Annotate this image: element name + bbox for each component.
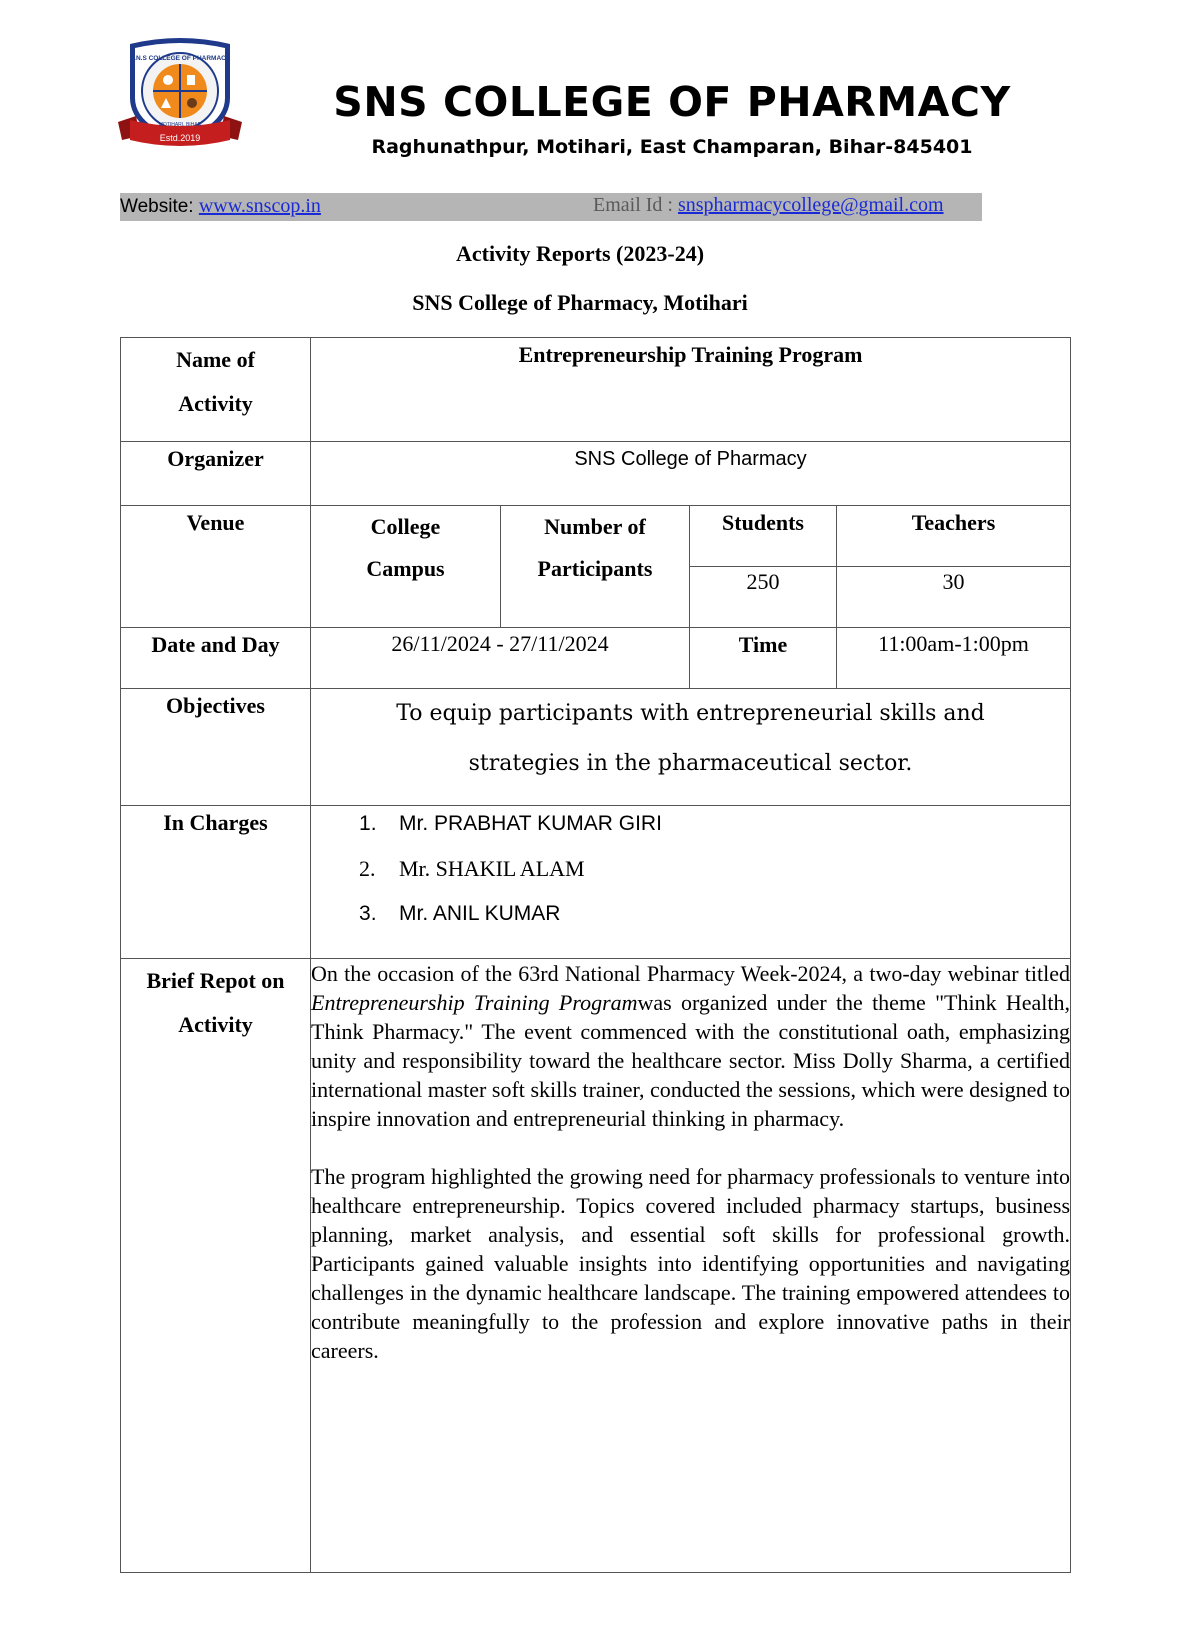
organizer-value: SNS College of Pharmacy — [311, 442, 1071, 506]
activity-label-1: Name of — [176, 347, 255, 372]
logo-ribbon-text: Estd.2019 — [159, 133, 201, 143]
activity-report-table — [120, 337, 1071, 1573]
time-label: Time — [690, 628, 837, 689]
brief-p1-part-a: On the occasion of the 63rd National Pharmacy Week-2024, a two-day webinar titled — [311, 961, 1071, 986]
row-venue — [121, 506, 1071, 567]
participants-label-cell — [501, 506, 690, 628]
teachers-label: Teachers — [837, 506, 1071, 567]
report-title: Activity Reports (2023-24) — [455, 241, 705, 266]
row-incharges — [121, 806, 1071, 959]
email-label: Email Id : — [593, 194, 678, 216]
brief-paragraph-1 — [311, 959, 1070, 1133]
students-value: 250 — [690, 567, 837, 628]
organizer-label: Organizer — [121, 442, 311, 506]
logo-arc-text: S.N.S COLLEGE OF PHARMACY — [129, 55, 231, 62]
college-address: Raghunathpur, Motihari, East Champaran, Bihar-845401 — [371, 136, 973, 158]
email-link[interactable]: snspharmacycollege@gmail.com — [677, 194, 944, 216]
logo-bottom-text: MOTIHARI, BIHAR — [158, 122, 202, 128]
email-line — [593, 194, 944, 217]
objectives-line-2: strategies in the pharmaceutical sector. — [468, 751, 913, 776]
row-brief-report — [121, 959, 1071, 1573]
college-logo — [116, 36, 244, 156]
brief-report-text — [311, 959, 1071, 1573]
incharge-item: Mr. SHAKIL ALAM — [399, 856, 585, 881]
row-organizer — [121, 442, 1071, 506]
objectives-value — [311, 689, 1071, 806]
brief-label-2: Activity — [178, 1012, 253, 1037]
incharges-label: In Charges — [121, 806, 311, 959]
teachers-value: 30 — [837, 567, 1071, 628]
activity-label-cell — [121, 338, 311, 442]
website-link[interactable]: www.snscop.in — [198, 195, 321, 217]
participants-label-1: Number of — [544, 514, 646, 539]
date-value: 26/11/2024 - 27/11/2024 — [311, 628, 690, 689]
brief-label-1: Brief Repot on — [146, 968, 285, 993]
brief-p1-part-b: was organized under the theme "Think Health, Think Pharmacy." The event commenced with the constitutional oath, emphasizing unity and responsibility toward the healthcare sector. Miss Dolly Sharma, a certified international master soft skills trainer, conducted the sessions, which were designed to inspire innovation and entrepreneurial thinking in pharmacy. — [311, 990, 1071, 1131]
venue-value-cell — [311, 506, 501, 628]
students-label: Students — [690, 506, 837, 567]
venue-value-2: Campus — [366, 556, 445, 581]
incharge-item: Mr. PRABHAT KUMAR GIRI — [399, 812, 662, 835]
incharges-list — [311, 806, 1070, 941]
college-name: SNS COLLEGE OF PHARMACY — [333, 78, 1011, 126]
participants-label-2: Participants — [537, 556, 653, 581]
contact-bar — [120, 193, 982, 221]
objectives-label: Objectives — [121, 689, 311, 806]
incharge-item: Mr. ANIL KUMAR — [399, 902, 561, 925]
activity-name-value: Entrepreneurship Training Program — [311, 338, 1071, 442]
report-subtitle: SNS College of Pharmacy, Motihari — [412, 290, 748, 315]
row-activity-name — [121, 338, 1071, 442]
website-line — [120, 195, 321, 218]
brief-label-cell — [121, 959, 311, 1573]
brief-paragraph-2: The program highlighted the growing need for pharmacy professionals to venture into healthcare entrepreneurship. Topics covered included pharmacy startups, business planning, market analysis, and essential soft skills for professional growth. Participants gained valuable insights into identifying opportunities and navigating challenges in the dynamic healthcare landscape. The training empowered attendees to contribute meaningfully to the profession and explore innovative paths in their careers. — [311, 1164, 1071, 1363]
brief-p1-title: Entrepreneurship Training Program — [311, 990, 638, 1015]
venue-label: Venue — [121, 506, 311, 628]
date-label: Date and Day — [121, 628, 311, 689]
incharges-value — [311, 806, 1071, 959]
row-date — [121, 628, 1071, 689]
row-objectives — [121, 689, 1071, 806]
website-label: Website: — [120, 196, 199, 217]
venue-value-1: College — [370, 514, 441, 539]
activity-label-2: Activity — [178, 391, 253, 416]
time-value: 11:00am-1:00pm — [837, 628, 1071, 689]
objectives-line-1: To equip participants with entrepreneurial skills and — [396, 701, 985, 726]
